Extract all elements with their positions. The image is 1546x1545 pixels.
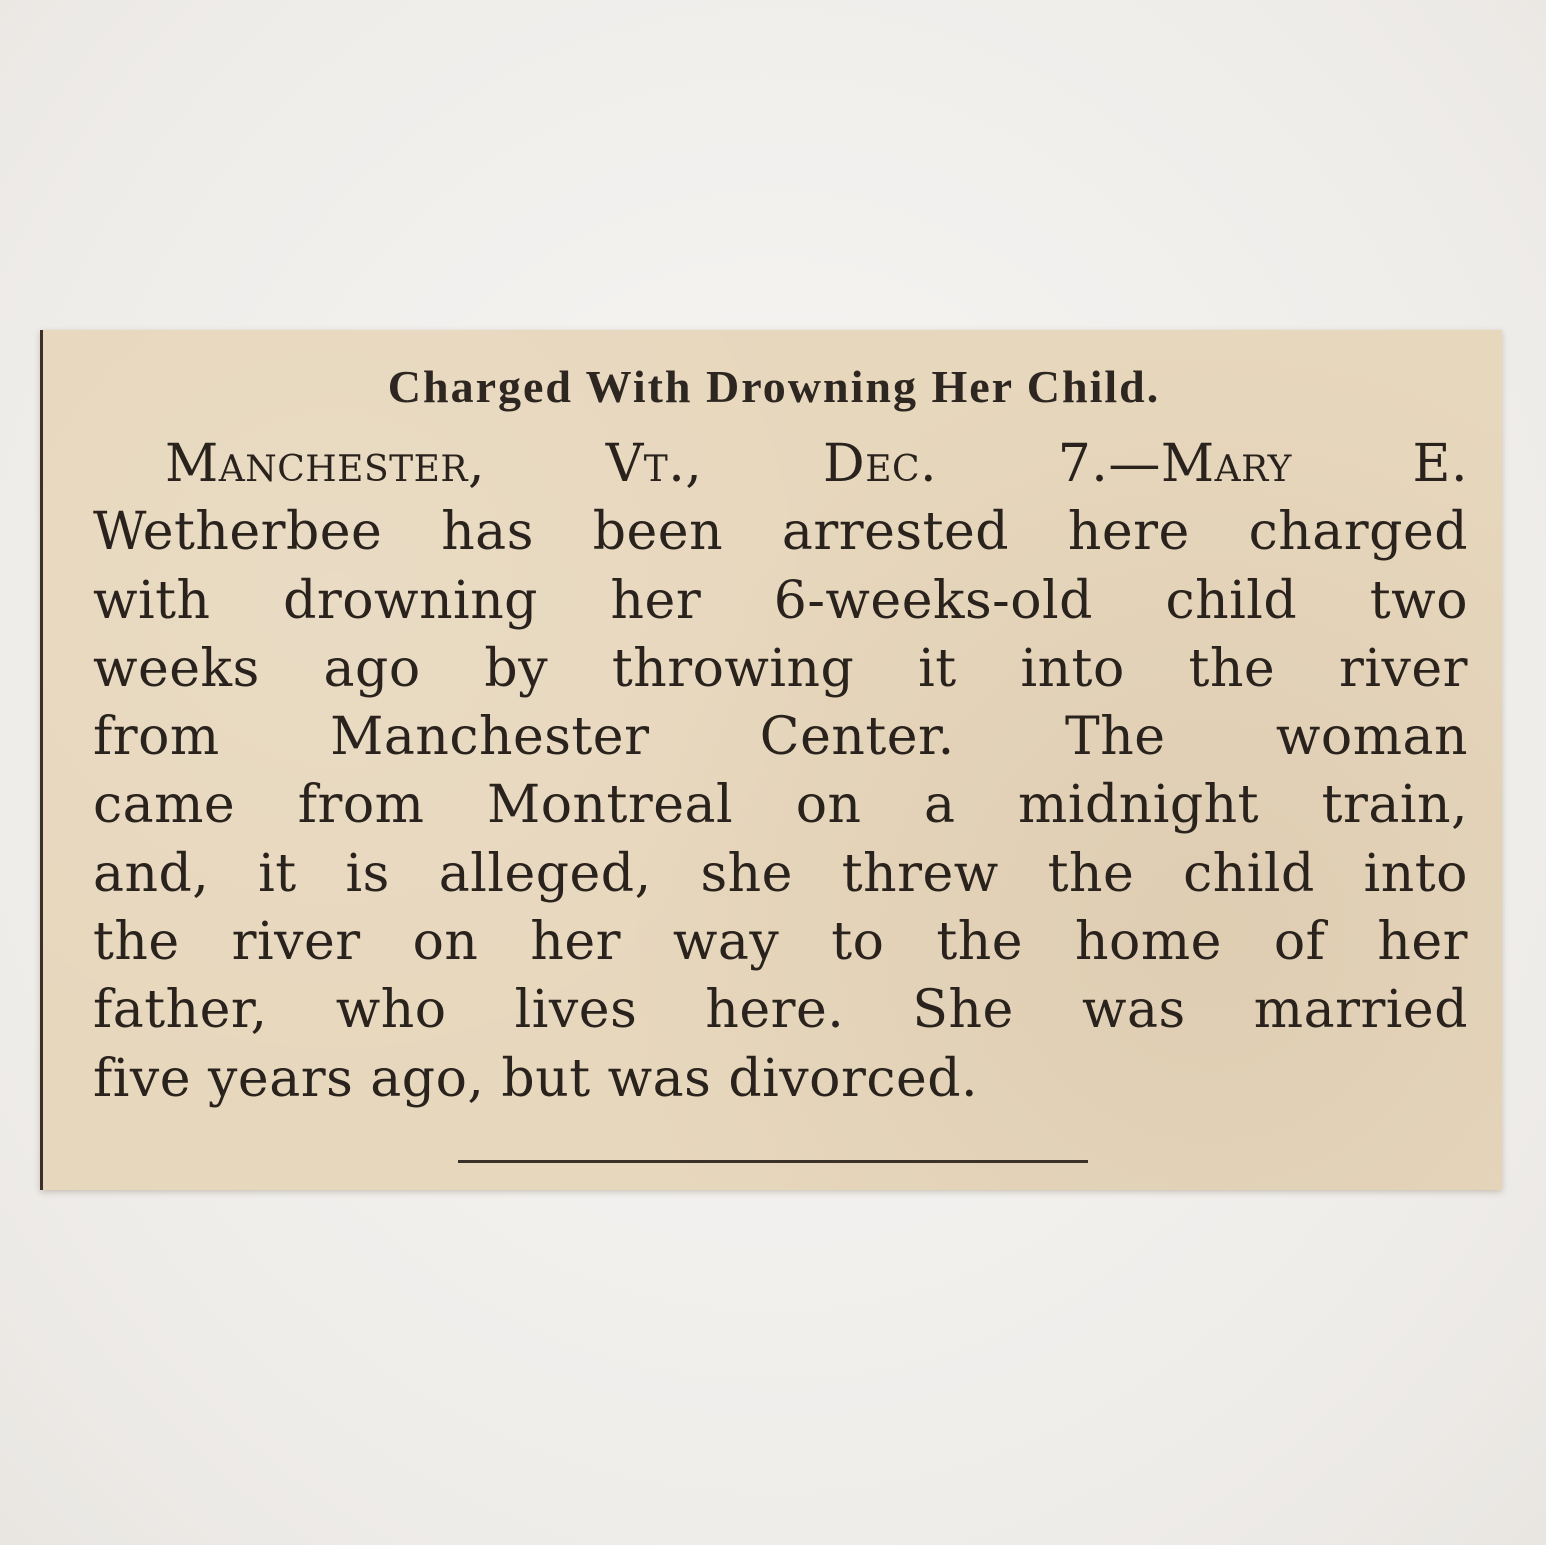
article-line: Wetherbee has been arrested here charged (93, 502, 1468, 563)
article-body (93, 430, 1468, 1113)
article-line: Manchester, Vt., Dec. 7.—Mary E. (165, 434, 1468, 494)
article-line: weeks ago by throwing it into the river (93, 638, 1468, 699)
end-rule-divider (458, 1160, 1088, 1163)
article-line: with drowning her 6-weeks-old child two (93, 570, 1468, 631)
article-line: came from Montreal on a midnight train, (93, 775, 1468, 836)
article-line: from Manchester Center. The woman (93, 707, 1468, 768)
newspaper-clipping (40, 330, 1502, 1190)
article-line: the river on her way to the home of her (93, 912, 1468, 973)
article-line: five years ago, but was divorced. (93, 1048, 979, 1109)
article-line: father, who lives here. She was married (93, 980, 1468, 1041)
article-line: and, it is alleged, she threw the child into (93, 843, 1468, 904)
headline: Charged With Drowning Her Child. (387, 361, 1161, 412)
